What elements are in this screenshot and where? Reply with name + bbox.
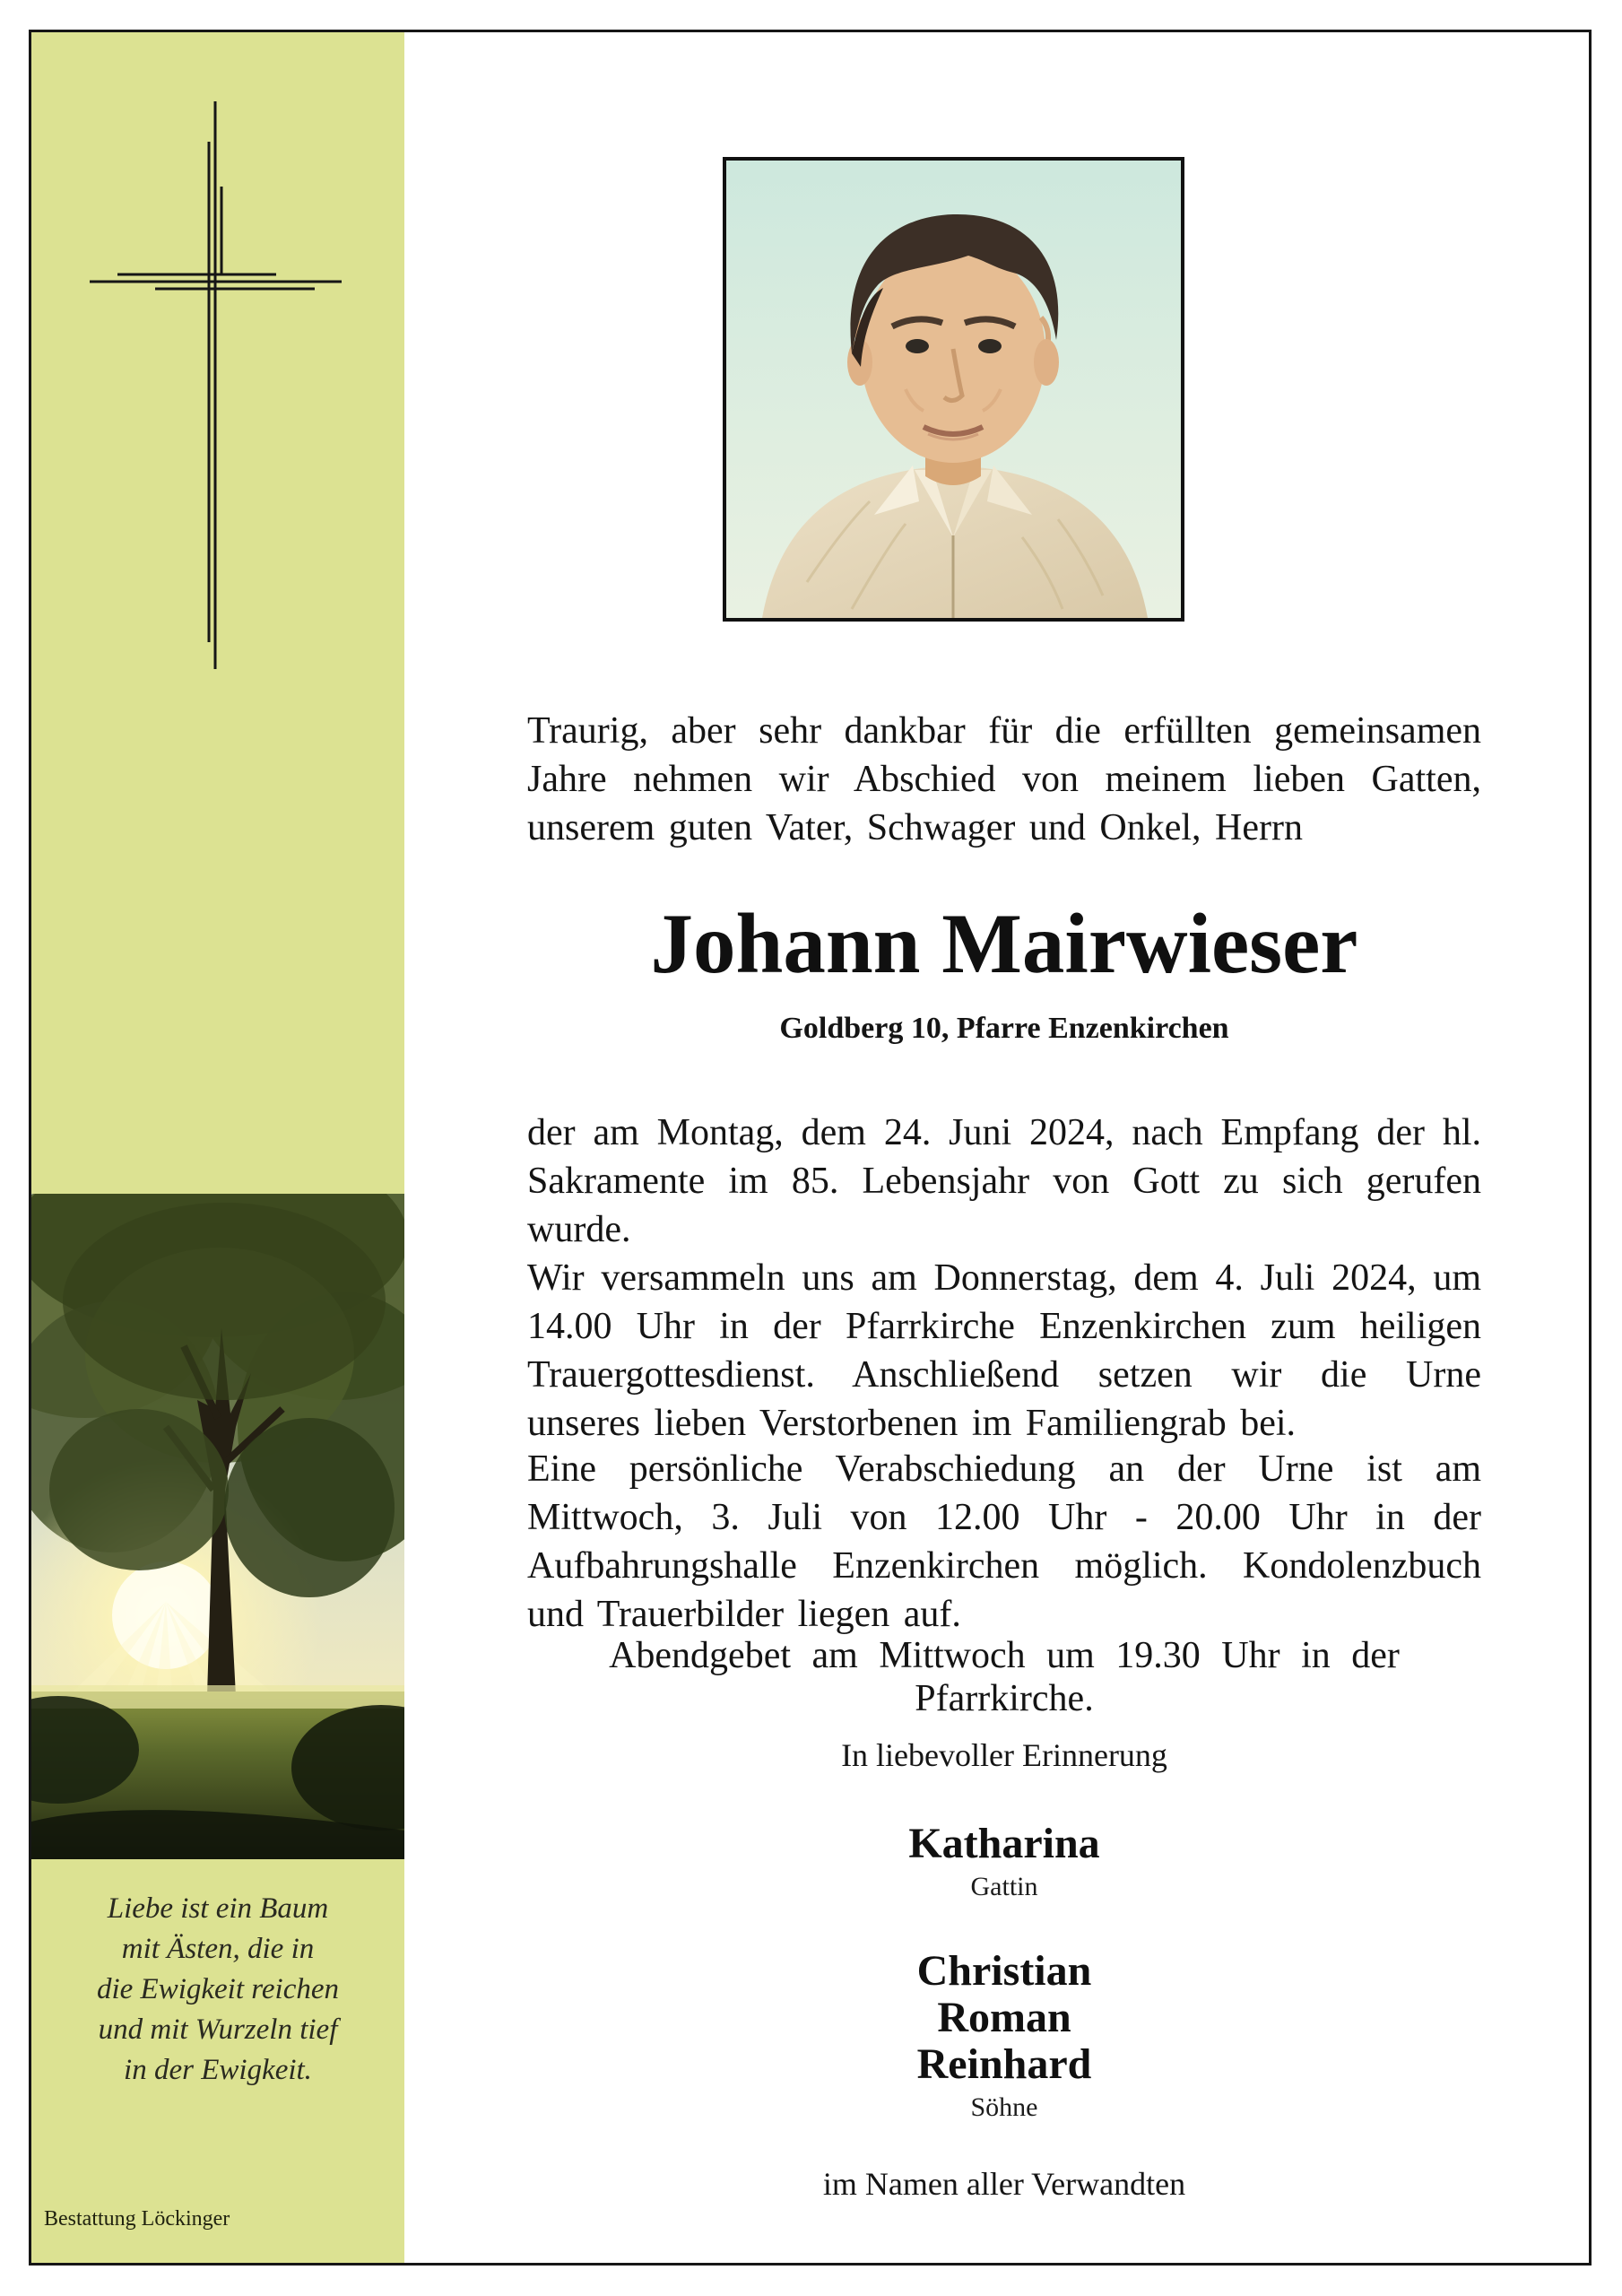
mourner-sons-relation: Söhne [970, 2092, 1038, 2122]
closing-line: im Namen aller Verwandten [822, 2166, 1186, 2202]
poem-line: mit Ästen, die in [121, 1933, 315, 1965]
mourner-wife-relation: Gattin [970, 1872, 1038, 1901]
farewell-paragraph: Eine persönliche Verabschiedung an der Urne ist am Mittwoch, 3. Juli von 12.00 Uhr - 20.00 Uhr in der Aufbahrungshalle Enzenkirchen möglich. Kondolenzbuch und Trauerbilder liegen auf. [527, 1448, 1481, 1635]
death-paragraph: der am Montag, dem 24. Juni 2024, nach Empfang der hl. Sakramente im 85. Lebensjahr von Gott zu sich gerufen wurde. [527, 1112, 1481, 1250]
announcement-content [404, 32, 1594, 2263]
cross-icon [31, 68, 404, 696]
mourner-son-name: Christian [916, 1947, 1092, 1995]
remembrance-line: In liebevoller Erinnerung [841, 1737, 1167, 1773]
sidebar [31, 32, 404, 2263]
portrait-photo [723, 157, 1184, 622]
memorial-poem [31, 1889, 404, 2091]
mourner-son-name: Roman [937, 1994, 1071, 2041]
poem-line: in der Ewigkeit. [124, 2054, 312, 2086]
tree-photo [31, 1194, 404, 1859]
deceased-address: Goldberg 10, Pfarre Enzenkirchen [779, 1012, 1229, 1045]
mourner-wife [527, 1821, 1481, 1907]
service-paragraph: Wir versammeln uns am Donnerstag, dem 4. Juli 2024, um 14.00 Uhr in der Pfarrkirche Enzenkirchen zum heiligen Trauergottesdienst. Anschließend setzen wir die Urne unseres lieben Verstorbenen im Familiengrab bei. [527, 1257, 1481, 1444]
memorial-card [29, 30, 1592, 2266]
mourner-sons [527, 1948, 1481, 2127]
funeral-home-label: Bestattung Löckinger [44, 2207, 230, 2231]
mourner-wife-name: Katharina [908, 1820, 1100, 1867]
poem-line: Liebe ist ein Baum [107, 1892, 329, 1925]
poem-line: und mit Wurzeln tief [98, 2013, 338, 2046]
mourner-son-name: Reinhard [916, 2040, 1092, 2088]
evening-prayer-line: Abendgebet am Mittwoch um 19.30 Uhr in der Pfarrkirche. [609, 1635, 1400, 1719]
deceased-name: Johann Mairwieser [650, 896, 1358, 991]
poem-line: die Ewigkeit reichen [96, 1973, 339, 2005]
intro-paragraph: Traurig, aber sehr dankbar für die erfüllten gemeinsamen Jahre nehmen wir Abschied von meinem lieben Gatten, unserem guten Vater, Schwager und Onkel, Herrn [527, 710, 1481, 848]
